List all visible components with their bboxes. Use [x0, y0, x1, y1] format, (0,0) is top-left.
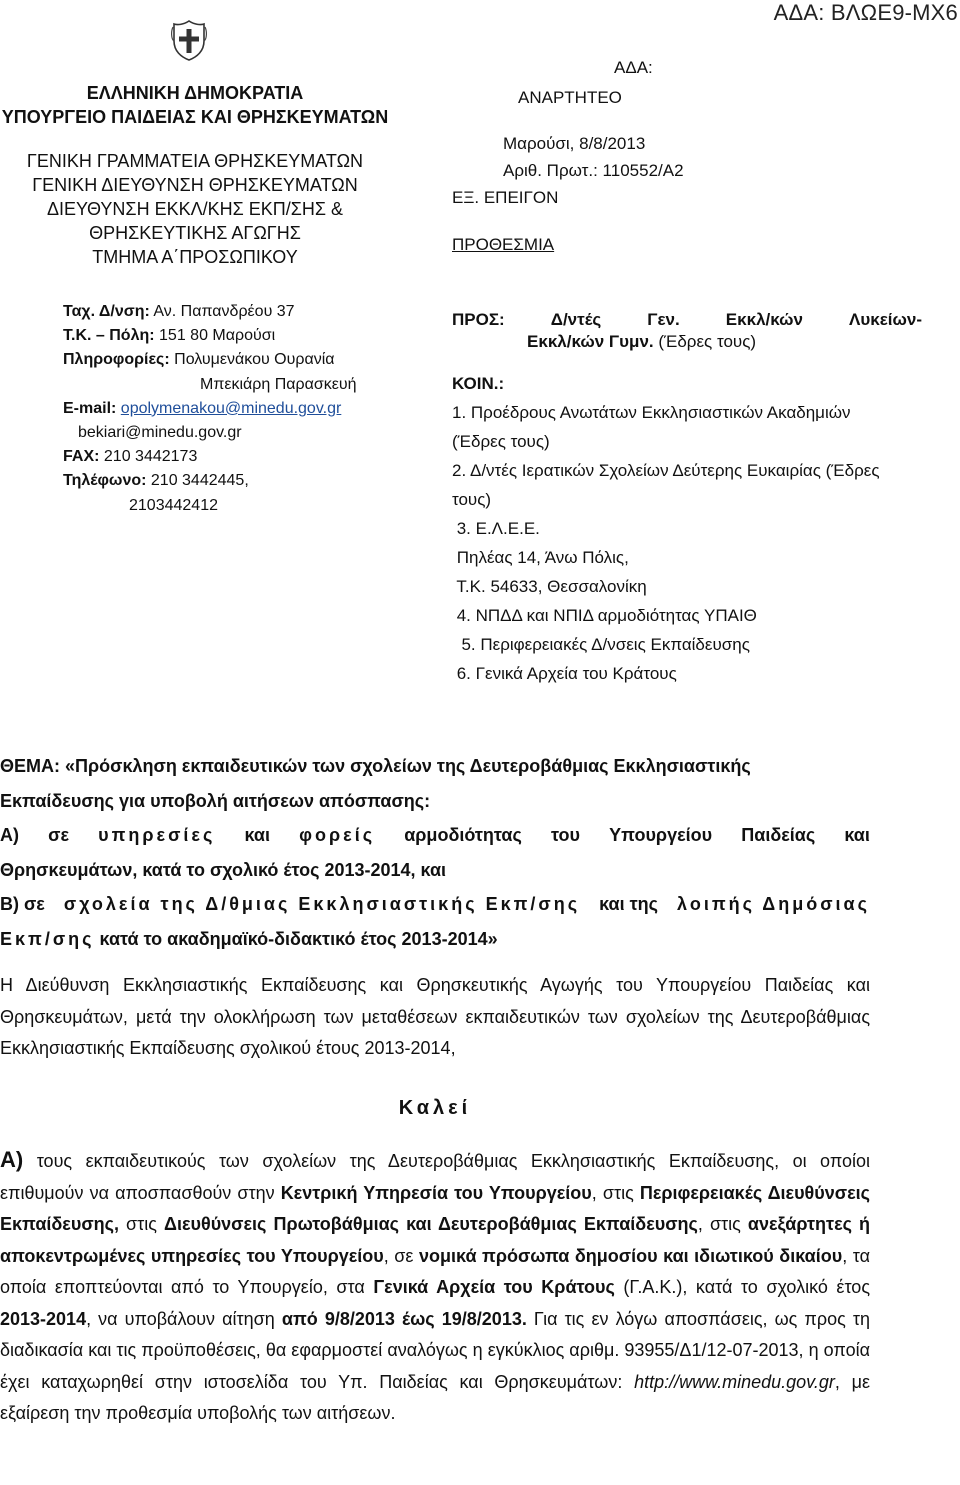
cc-item: 5. Περιφερειακές Δ/νσεις Εκπαίδευσης [452, 635, 750, 654]
greek-coat-of-arms-icon [171, 19, 207, 61]
cc-item: (Έδρες τους) [452, 432, 550, 451]
education-directorates: Διευθύνσεις Πρωτοβάθμιας και Δευτεροβάθμιας Εκπαίδευσης [164, 1214, 698, 1234]
subject-word: Α) [0, 825, 19, 845]
ada-label: ΑΔΑ: [614, 58, 653, 77]
to-seats: (Έδρες τους) [653, 332, 757, 351]
to-word: Δ/ντές [550, 310, 602, 329]
subject-word: και της [599, 894, 659, 914]
subject-word: και [244, 825, 270, 845]
call-paragraph-a [0, 1144, 870, 1430]
email-label: E-mail: [63, 399, 117, 417]
text: (Γ.Α.Κ.), κατά το σχολικό έτος [614, 1277, 870, 1297]
issuer-departments [0, 149, 390, 269]
school-year: 2013-2014 [0, 1308, 87, 1329]
cc-item: Πηλέας 14, Άνω Πόλις, [452, 548, 629, 567]
phone-value: 210 3442445, [150, 472, 249, 490]
issuer-line: ΓΕΝΙΚΗ ΔΙΕΥΘΥΝΣΗ ΘΡΗΣΚΕΥΜΑΤΩΝ [32, 175, 358, 195]
to-label: ΠΡΟΣ: [452, 310, 505, 329]
subject-word: Υπουργείου [609, 825, 713, 845]
subject-text: κατά το ακαδημαϊκό-διδακτικό έτος 2013-2014» [94, 928, 498, 949]
subject-line [0, 887, 870, 922]
subject-word: του [551, 825, 581, 845]
subject-line [0, 922, 870, 957]
cc-label: ΚΟΙΝ.: [452, 374, 505, 393]
ada-code: ΑΔΑ: ΒΛΩΕ9-ΜΧ6 [773, 0, 958, 25]
application-period: από 9/8/2013 έως 19/8/2013. [281, 1308, 527, 1329]
subject-word: φορείς [299, 825, 376, 845]
to-word: Γεν. [647, 310, 680, 329]
text: , με εξαίρεση την προθεσμία υποβολής των αιτήσεων. [0, 1371, 870, 1423]
intro-paragraph: Η Διεύθυνση Εκκλησιαστικής Εκπαίδευσης και Θρησκευτικής Αγωγής του Υπουργείου Παιδείας και Θρησκευμάτων, μετά την ολοκλήρωση των μεταθέσεων εκπαιδευτικών των σχολείων της Δευτεροβάθμιας Εκκλησιαστικής Εκπαίδευσης σχολικού έτους 2013-2014, [0, 975, 870, 1058]
cc-item: 6. Γενικά Αρχεία του Κράτους [452, 664, 677, 683]
subject-word: Παιδείας [741, 825, 816, 845]
text: , στις [697, 1214, 748, 1234]
to-word: Εκκλ/κών [725, 310, 803, 329]
info-label: Πληροφορίες: [63, 351, 170, 369]
state-archives: Γενικά Αρχεία του Κράτους [373, 1277, 615, 1297]
subject-word: Εκπ/σης [0, 928, 95, 949]
subject-label: ΘΕΜΑ: « [0, 756, 76, 776]
city-label: Τ.Κ. – Πόλη: [63, 327, 155, 345]
central-service: Κεντρική Υπηρεσία του Υπουργείου [280, 1182, 592, 1203]
cc-item: τους) [452, 490, 492, 509]
item-a-label: Α) [0, 1147, 24, 1172]
phone-label: Τηλέφωνο: [63, 472, 147, 490]
cc-item: 4. ΝΠΔΔ και ΝΠΙΔ αρμοδιότητας ΥΠΑΙΘ [452, 606, 757, 625]
text: Για τις εν λόγω αποσπάσεις, ως προς τη διαδικασία και τις προϋποθέσεις, θα εφαρμοστεί αναλόγως η εγκύκλιος αριθμ. 93955/Δ1/12-07-2013, η οποία έχει καταχωρηθεί στην ιστοσελίδα του Υπ. Παιδείας και Θρησκευμάτων: [0, 1308, 870, 1392]
text: , στις [591, 1182, 640, 1203]
subject-word: αρμοδιότητας [404, 825, 522, 845]
issuer-line: ΤΜΗΜΑ Α΄ΠΡΟΣΩΠΙΚΟΥ [92, 247, 298, 267]
recipients-block [452, 305, 922, 688]
to-schools: Εκκλ/κών Γυμν. [527, 332, 654, 351]
info-value: Πολυμενάκου Ουρανία [174, 351, 335, 369]
subject-text: Πρόσκληση εκπαιδευτικών των σχολείων της Δευτεροβάθμιας Εκκλησιαστικής [75, 756, 751, 776]
subject-line: Θρησκευμάτων, κατά το σχολικό έτος 2013-2014, και [0, 859, 447, 880]
address-label: Ταχ. Δ/νση: [63, 303, 150, 320]
subject-line: Εκπαίδευσης για υποβολή αιτήσεων απόσπασης: [0, 790, 431, 811]
place-date: Μαρούσι, 8/8/2013 [503, 134, 646, 153]
text: τους εκπαιδευτικούς των σχολείων της Δευτεροβάθμιας Εκκλησιαστικής Εκπαίδευσης, οι οποίοι επιθυμούν να αποσπασθούν στην [0, 1151, 870, 1203]
deadline-label: ΠΡΟΘΕΣΜΙΑ [452, 235, 555, 254]
subject-word: Β) σε [0, 894, 45, 914]
cc-item: 3. Ε.Λ.Ε.Ε. [452, 519, 540, 538]
subject-line [0, 818, 870, 853]
subject-word: λοιπής Δημόσιας [677, 894, 870, 914]
subject-word: σχολεία της Δ/θμιας Εκκλησιαστικής Εκπ/σης [63, 894, 581, 914]
subject-word: σε [48, 825, 70, 845]
subject-block [0, 749, 870, 956]
info-value: Μπεκιάρη Παρασκευή [200, 375, 357, 393]
to-word: Λυκείων- [849, 310, 922, 329]
subject-word: υπηρεσίες [98, 825, 216, 845]
text: , σε [383, 1245, 419, 1266]
email-link[interactable]: opolymenakou@minedu.gov.gr [120, 399, 342, 417]
issuer-republic: ΕΛΛΗΝΙΚΗ ΔΗΜΟΚΡΑΤΙΑ ΥΠΟΥΡΓΕΙΟ ΠΑΙΔΕΙΑΣ ΚΑΙ ΘΡΗΣΚΕΥΜΑΤΩΝ [1, 83, 389, 127]
issuer-ministry: ΥΠΟΥΡΓΕΙΟ ΠΑΙΔΕΙΑΣ ΚΑΙ ΘΡΗΣΚΕΥΜΑΤΩΝ [1, 107, 389, 127]
issuer-line: ΔΙΕΥΘΥΝΣΗ ΕΚΚΛ/ΚΗΣ ΕΚΠ/ΣΗΣ & [46, 199, 344, 219]
cc-item: 1. Προέδρους Ανωτάτων Εκκλησιαστικών Ακαδημιών [452, 403, 851, 422]
email-value: bekiari@minedu.gov.gr [78, 424, 242, 442]
fax-value: 210 3442173 [103, 448, 198, 466]
text: , να υποβάλουν αίτηση [86, 1308, 282, 1329]
subject-word: και [844, 825, 870, 845]
text: , τα οποία εποπτεύονται από το Υπουργείο, στα [0, 1245, 871, 1297]
independent-services: ανεξάρτητες ή αποκεντρωμένες υπηρεσίες του Υπουργείου [0, 1214, 871, 1266]
subject-line [0, 749, 870, 784]
urgency-label: ΕΞ. ΕΠΕΙΓΟΝ [452, 188, 559, 207]
text: στις [119, 1214, 164, 1234]
regional-directorates: Περιφερειακές Διευθύνσεις Εκπαίδευσης, [0, 1182, 870, 1234]
city-value: 151 80 Μαρούσι [159, 327, 276, 345]
post-label: ΑΝΑΡΤΗΤΕΟ [518, 88, 622, 107]
issuer-line: ΓΕΝΙΚΗ ΓΡΑΜΜΑΤΕΙΑ ΘΡΗΣΚΕΥΜΑΤΩΝ [26, 151, 364, 171]
legal-entities: νομικά πρόσωπα δημοσίου και ιδιωτικού δικαίου [418, 1245, 843, 1266]
issuer-line: ΘΡΗΣΚΕΥΤΙΚΗΣ ΑΓΩΓΗΣ [89, 223, 301, 243]
calls-heading: Καλεί [398, 1096, 472, 1119]
phone-value: 2103442412 [129, 496, 218, 514]
ministry-url-link[interactable]: http://www.minedu.gov.gr [634, 1371, 835, 1392]
protocol-number: Αριθ. Πρωτ.: 110552/Α2 [503, 161, 684, 180]
cc-item: Τ.Κ. 54633, Θεσσαλονίκη [452, 577, 647, 596]
body-text [0, 970, 870, 1430]
contact-block [63, 300, 393, 518]
cc-item: 2. Δ/ντές Ιερατικών Σχολείων Δεύτερης Ευκαιρίας (Έδρες [452, 461, 880, 480]
fax-label: FAX: [63, 448, 100, 466]
address-value: Αν. Παπανδρέου 37 [153, 303, 295, 320]
